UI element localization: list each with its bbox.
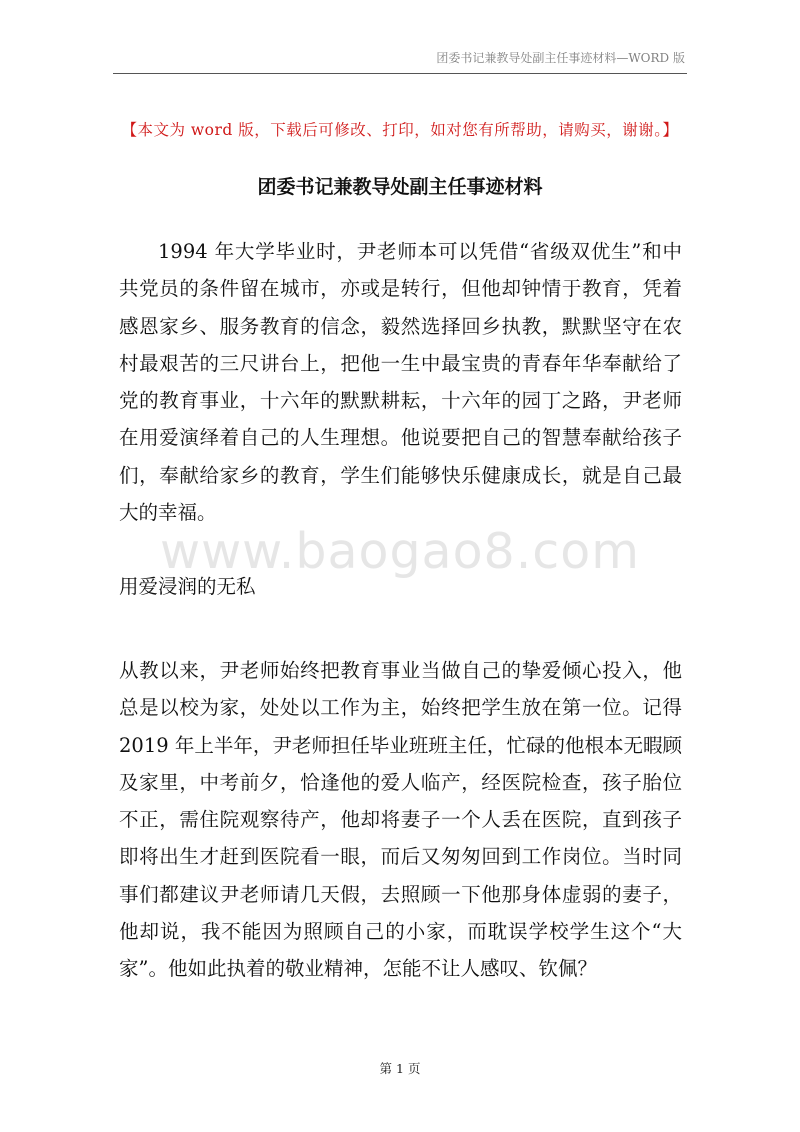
watermark: www.baogao8.com	[160, 523, 640, 580]
running-header: 团委书记兼教导处副主任事迹材料—WORD 版	[436, 51, 685, 65]
document-title: 团委书记兼教导处副主任事迹材料	[257, 176, 543, 198]
paragraph-dedication: 从教以来，尹老师始终把教育事业当做自己的挚爱倾心投入，他总是以校为家，处处以工作为主，始终把学生放在第一位。记得 2019 年上半年，尹老师担任毕业班班主任，忙碌的他根本无暇顾及家里，中考前夕，恰逢他的爱人临产，经医院检查，孩子胎位不正，需住院观察待产，他却将妻子一个人丢在医院，直到孩子即将出生才赶到医院看一眼，而后又匆匆回到工作岗位。当时同事们都建议尹老师请几天假，去照顾一下他那身体虚弱的妻子，他却说，我不能因为照顾自己的小家，而耽误学校学生这个“大家”。他如此执着的敬业精神，怎能不让人感叹、钦佩？	[119, 659, 682, 981]
section-heading: 用爱浸润的无私	[119, 575, 256, 598]
paragraph-intro: 1994 年大学毕业时，尹老师本可以凭借“省级双优生”和中共党员的条件留在城市，亦或是转行，但他却钟情于教育，凭着感恩家乡、服务教育的信念，毅然选择回乡执教，默默坚守在农村最艰苦的三尺讲台上，把他一生中最宝贵的青春年华奉献给了党的教育事业，十六年的默默耕耘，十六年的园丁之路，尹老师在用爱演绎着自己的人生理想。他说要把自己的智慧奉献给孩子们，奉献给家乡的教育，学生们能够快乐健康成长，就是自己最大的幸福。	[119, 240, 682, 525]
header-divider	[113, 73, 687, 74]
page-number: 第 1 页	[379, 1061, 421, 1076]
purchase-notice: 【本文为 word 版，下载后可修改、打印，如对您有所帮助，请购买，谢谢。】	[121, 121, 679, 139]
